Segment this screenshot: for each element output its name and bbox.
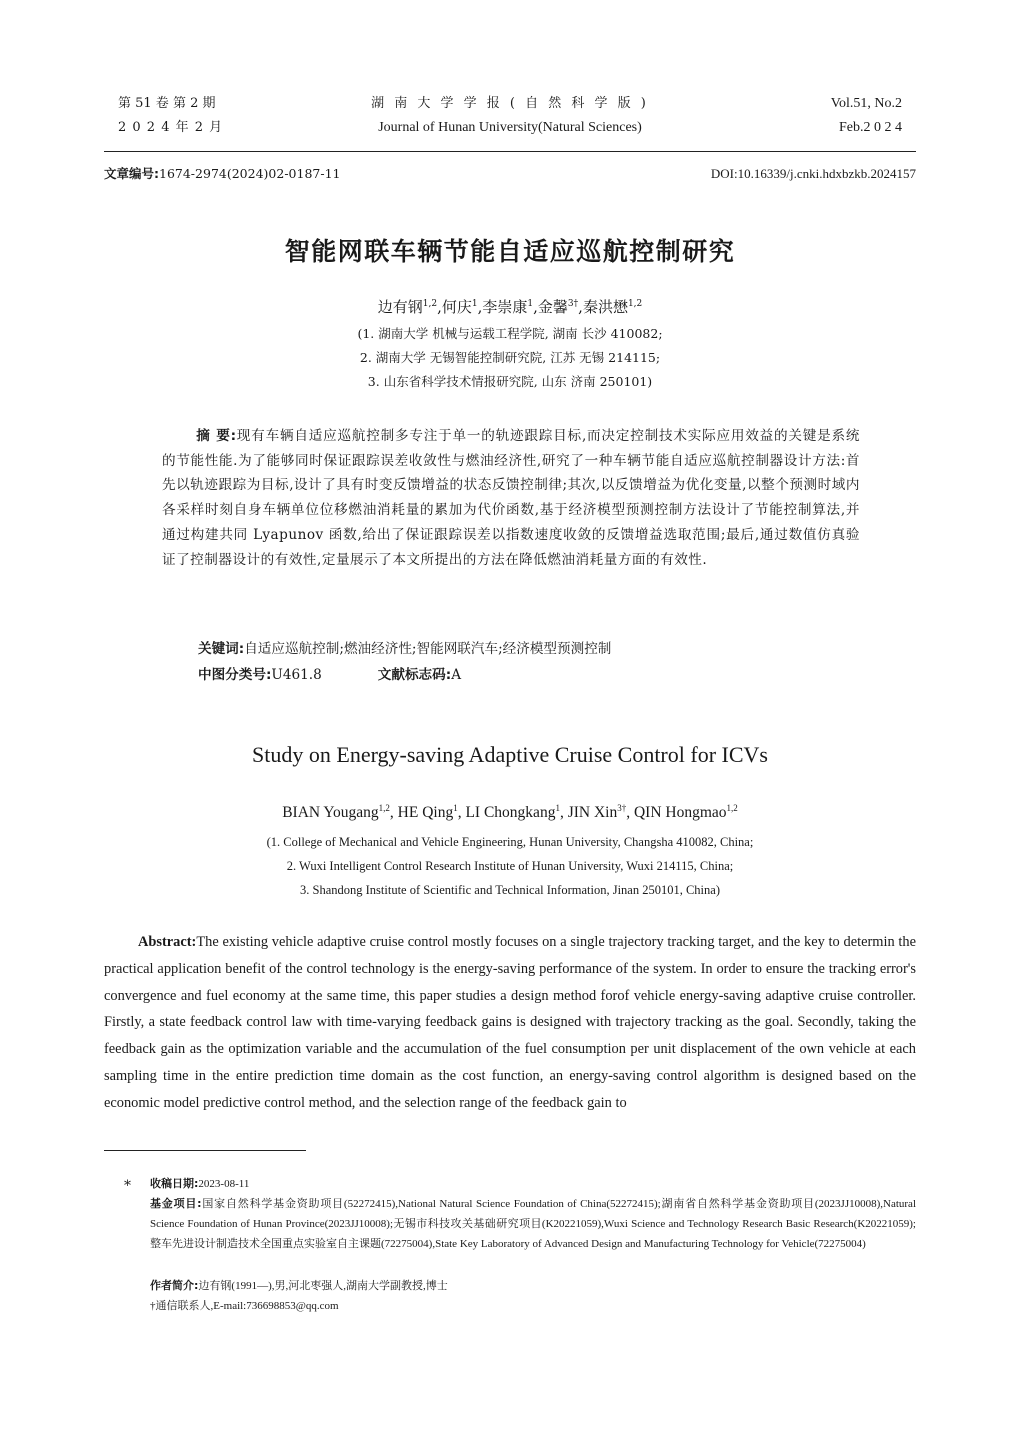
author-name: 李崇康 (482, 298, 528, 316)
author-affiliation-mark: 1,2 (627, 299, 643, 309)
abstract-zh-label: 摘 要: (196, 428, 237, 444)
abstract-en-text: The existing vehicle adaptive cruise control mostly focuses on a single trajectory tracking target, and the key to determin the practical application benefit of the control technology is the energy-saving performance of the system. In order to ensure the tracking error's convergence and fuel economy at the same time, this paper studies a design method forof vehicle energy-saving adaptive cruise controller. Firstly, a state feedback control law with time-varying feedback gains is designed with trajectory tracking as the goal. Secondly, taking the feedback gain as the optimization variable and the accumulation of the fuel consumption per unit displacement of the own vehicle at each sampling time in the entire prediction time domain as the cost function, an energy-saving control algorithm is designed based on the economic model predictive control method, and the selection range of the feedback gain to (104, 934, 916, 1111)
received-date: 2023-08-11 (198, 1178, 250, 1190)
footnote-corresponding: †通信联系人,E-mail:736698853@qq.com (150, 1300, 339, 1312)
author-name: 秦洪懋 (582, 298, 628, 316)
abstract-en (104, 929, 916, 1117)
affiliation-en: 2. Wuxi Intelligent Control Research Institute of Hunan University, Wuxi 214115, China; (286, 859, 734, 873)
author-affiliation-mark: 3† (617, 802, 627, 813)
affiliation-zh: 3. 山东省科学技术情报研究院, 山东 济南 250101) (367, 374, 653, 389)
author-name: LI Chongkang (465, 804, 556, 821)
title-en: Study on Energy-saving Adaptive Cruise Control for ICVs (252, 742, 768, 767)
footnote-star: * (124, 1178, 131, 1194)
clc-label: 中图分类号: (198, 667, 272, 683)
author-affiliation-mark: 1,2 (422, 299, 438, 309)
author-name: 何庆 (441, 298, 472, 316)
received-label: 收稿日期: (150, 1177, 199, 1190)
title-zh: 智能网联车辆节能自适应巡航控制研究 (284, 237, 736, 266)
author-affiliation-mark: 1 (555, 802, 560, 813)
authors-zh: 边有钢$^{1,2}$,何庆$^1$,李崇康$^1$,金馨$^{3\dagger}$,秦洪懋$^{1,2}$ (377, 298, 643, 316)
author-affiliation-mark: 1,2 (726, 802, 738, 813)
doc-code-label: 文献标志码: (377, 667, 452, 683)
author-bio-label: 作者简介: (150, 1279, 199, 1292)
date-zh: 2 0 2 4 年 2 月 (118, 120, 224, 135)
classification (198, 663, 461, 683)
affiliation-zh: (1. 湖南大学 机械与运载工程学院, 湖南 长沙 410082; (357, 326, 663, 341)
author-affiliation-mark: 1 (471, 299, 478, 309)
keywords-zh-text: 自适应巡航控制;燃油经济性;智能网联汽车;经济模型预测控制 (244, 641, 612, 657)
abstract-zh (162, 424, 860, 572)
doi[interactable]: DOI:10.16339/j.cnki.hdxbzkb.2024157 (710, 166, 916, 181)
article-number (104, 166, 340, 182)
footnote-fund (150, 1194, 916, 1254)
abstract-en-label: Abstract: (138, 934, 197, 950)
fund-label: 基金项目: (150, 1197, 202, 1210)
volume-issue-en: Vol.51, No.2 (830, 96, 902, 111)
author-name: QIN Hongmao (633, 804, 727, 821)
date-en: Feb.2 0 2 4 (839, 120, 902, 135)
footnote-author (150, 1276, 916, 1296)
clc-value: U461.8 (271, 667, 322, 683)
fund-text: 国家自然科学基金资助项目(52272415),National Natural Science Foundation of China(52272415);湖南省自然科学基金资助项目(2023JJ10008),Natural Science Foundation of Hunan Province(2023JJ10008);无锡市科技攻关基础研究项目(K20221059),Wuxi Science and Technology Research Basic Research(K20221059);整车先进设计制造技术全国重点实验室自主课题(72275004),State Key Laboratory of Advanced Design and Manufacturing Technology for Vehicle(72275004) (150, 1198, 916, 1250)
affiliation-zh: 2. 湖南大学 无锡智能控制研究院, 江苏 无锡 214115; (359, 350, 661, 365)
author-affiliation-mark: 1,2 (378, 802, 390, 813)
affiliation-en: 3. Shandong Institute of Scientific and Technical Information, Jinan 250101, China) (300, 883, 720, 897)
journal-name-zh: 湖 南 大 学 学 报 ( 自 然 科 学 版 ) (371, 96, 649, 111)
keywords-zh-label: 关键词: (198, 641, 245, 657)
author-affiliation-mark: 3† (567, 299, 579, 309)
author-name: BIAN Yougang (282, 804, 379, 821)
author-name: 边有钢 (377, 298, 423, 316)
article-number-value: 1674-2974(2024)02-0187-11 (159, 166, 341, 181)
abstract-zh-text: 现有车辆自适应巡航控制多专注于单一的轨迹跟踪目标,而决定控制技术实际应用效益的关键是系统的节能性能.为了能够同时保证跟踪误差收敛性与燃油经济性,研究了一种车辆节能自适应巡航控制器设计方法:首先以轨迹跟踪为目标,设计了具有时变反馈增益的状态反馈控制律;其次,以反馈增益为优化变量,以整个预测时域内各采样时刻自身车辆单位位移燃油消耗量的累加为代价函数,基于经济模型预测控制方法设计了节能控制算法,并通过构建共同 Lyapunov 函数,给出了保证跟踪误差以指数速度收敛的反馈增益选取范围;最后,通过数值仿真验证了控制器设计的有效性,定量展示了本文所提出的方法在降低燃油消耗量方面的有效性. (162, 428, 860, 568)
author-bio-text: 边有钢(1991—),男,河北枣强人,湖南大学副教授,博士 (198, 1280, 448, 1292)
doc-code-value: A (451, 667, 462, 683)
authors-en: BIAN Yougang$^{1,2}$, HE Qing$^1$, LI Chongkang$^1$, JIN Xin$^{3\dagger}$, QIN Hongmao$^{1,2}$ (282, 802, 738, 821)
journal-name-en: Journal of Hunan University(Natural Sciences) (378, 120, 642, 135)
author-name: HE Qing (397, 804, 454, 821)
footnote-received (150, 1174, 916, 1194)
keywords-zh (198, 637, 611, 657)
author-affiliation-mark: 1 (527, 299, 534, 309)
volume-issue-zh: 第 51 卷 第 2 期 (118, 96, 216, 111)
header-rule (104, 151, 916, 152)
affiliation-en: (1. College of Mechanical and Vehicle Engineering, Hunan University, Changsha 410082, China; (266, 835, 754, 849)
article-number-label: 文章编号: (104, 166, 159, 181)
author-name: JIN Xin (567, 804, 618, 821)
footnote-rule (104, 1150, 306, 1151)
author-name: 金馨 (537, 298, 568, 316)
author-affiliation-mark: 1 (453, 802, 458, 813)
